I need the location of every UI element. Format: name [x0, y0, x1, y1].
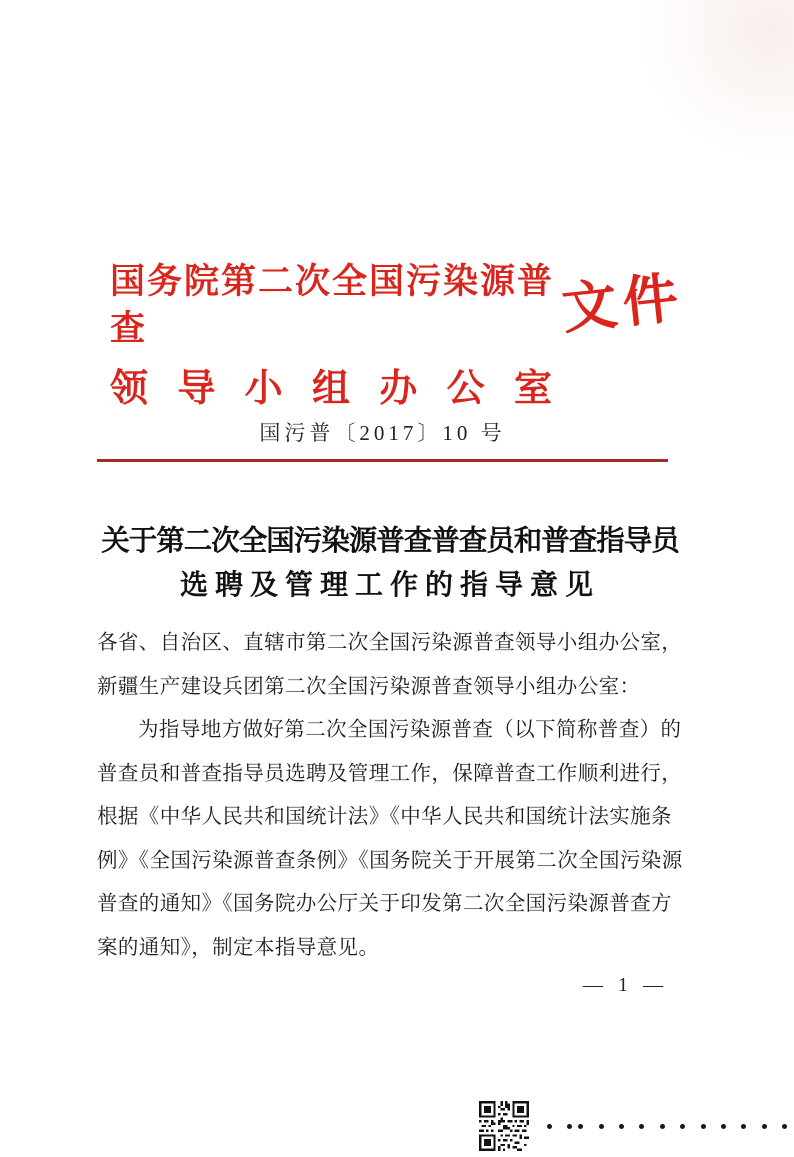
dot: [680, 1124, 685, 1129]
document-title-line2: 选聘及管理工作的指导意见: [179, 570, 600, 601]
binding-dots: [547, 1124, 794, 1129]
document-title: [90, 520, 690, 608]
body-line: 根据《中华人民共和国统计法》《中华人民共和国统计法实施条: [97, 806, 672, 828]
dot: [741, 1124, 746, 1129]
red-divider-line: [97, 459, 668, 462]
dot: [567, 1124, 572, 1129]
org-name-line2: 领导小组办公室: [110, 368, 552, 410]
body-line: 例》《全国污染源普查条例》《国务院关于开展第二次全国污染源: [97, 849, 683, 872]
body-line: 各省、自治区、直辖市第二次全国污染源普查领导小组办公室，: [97, 632, 683, 654]
document-number: 国污普〔2017〕10 号: [259, 421, 506, 445]
body-line: 普查员和普查指导员选聘及管理工作，保障普查工作顺利进行，: [97, 762, 683, 785]
body-line: 案的通知》，制定本指导意见。: [97, 936, 380, 959]
body-line: 普查的通知》《国务院办公厅关于印发第二次全国污染源普查方: [97, 893, 672, 915]
document-stamp: 文件: [559, 266, 687, 341]
body-line: 为指导地方做好第二次全国污染源普查（以下简称普查）的: [138, 719, 682, 741]
dot: [599, 1124, 604, 1129]
qr-code-icon: [477, 1101, 531, 1151]
org-name-line1: 国务院第二次全国污染源普查: [110, 262, 552, 348]
dot: [701, 1124, 706, 1129]
dot: [721, 1124, 726, 1129]
dot: [639, 1124, 644, 1129]
dot: [660, 1124, 665, 1129]
dot: [782, 1124, 787, 1129]
dot: [619, 1124, 624, 1129]
dot: [578, 1124, 583, 1129]
document-title-line1: 关于第二次全国污染源普查普查员和普查指导员: [101, 526, 679, 557]
body-line: 新疆生产建设兵团第二次全国污染源普查领导小组办公室：: [97, 675, 641, 698]
dot: [547, 1124, 552, 1129]
document-body: [97, 622, 687, 970]
page-number: — 1 —: [583, 974, 668, 996]
letterhead: [110, 258, 720, 410]
dot: [762, 1124, 767, 1129]
